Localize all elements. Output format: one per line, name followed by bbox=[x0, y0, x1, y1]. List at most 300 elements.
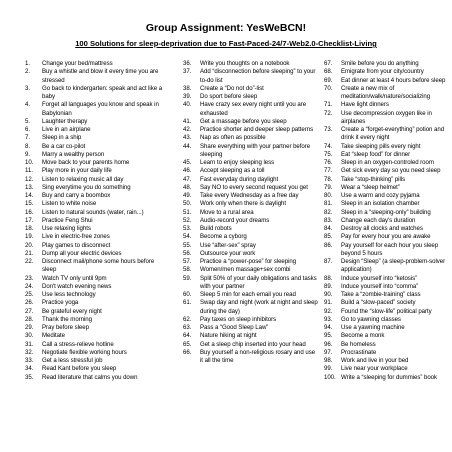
list-item-text: Practice shorter and deeper sleep patterns bbox=[200, 126, 314, 133]
list-item-number: 2. bbox=[25, 68, 30, 76]
list-item-number: 33. bbox=[25, 357, 34, 364]
list-item-number: 10. bbox=[25, 159, 34, 166]
list-item bbox=[183, 250, 318, 258]
list-item-number: 9. bbox=[25, 150, 30, 158]
list-item-text: Get a less stressful job bbox=[42, 357, 103, 364]
list-item-number: 55. bbox=[183, 241, 192, 249]
list-item-number: 4. bbox=[25, 101, 30, 109]
list-item-text: Found the “slow-life” political party bbox=[341, 307, 432, 315]
list-item bbox=[183, 101, 318, 118]
list-item-number: 72. bbox=[324, 109, 333, 117]
list-item-text: Call a stress-relieve hotline bbox=[42, 340, 114, 348]
list-item bbox=[324, 159, 452, 167]
list-item-number: 49. bbox=[183, 192, 192, 199]
list-item-number: 47. bbox=[183, 175, 192, 183]
list-item bbox=[183, 275, 318, 292]
list-item-number: 83. bbox=[324, 216, 333, 224]
list-item bbox=[324, 299, 452, 307]
list-item-text: Pay for every hour you are awake bbox=[341, 233, 431, 241]
list-item-number: 8. bbox=[25, 142, 30, 150]
list-item-number: 57. bbox=[183, 258, 192, 265]
list-item-number: 48. bbox=[183, 183, 192, 191]
list-item-text: Do sport before sleep bbox=[200, 93, 258, 100]
list-item bbox=[324, 324, 452, 332]
list-item-number: 78. bbox=[324, 175, 333, 183]
list-item-text: Play games to disconnect bbox=[42, 241, 111, 249]
list-item-text: Marry a wealthy person bbox=[42, 150, 105, 158]
list-item-text: Destroy all clocks and watches bbox=[341, 225, 423, 232]
list-item-number: 97. bbox=[324, 348, 333, 356]
list-item bbox=[183, 143, 318, 160]
list-item-number: 54. bbox=[183, 233, 192, 241]
list-item-number: 59. bbox=[183, 274, 192, 282]
list-item bbox=[183, 266, 318, 274]
list-item-number: 81. bbox=[324, 200, 333, 208]
list-item-text: Go to yawning classes bbox=[341, 315, 401, 323]
list-item-text: Buy and carry a boombox bbox=[42, 192, 111, 199]
solutions-list bbox=[8, 60, 444, 420]
list-item-text: Take every Wednesday as a free day bbox=[200, 192, 299, 199]
list-item-number: 52. bbox=[183, 216, 192, 224]
list-item-number: 24. bbox=[25, 282, 34, 290]
list-item-number: 80. bbox=[324, 192, 333, 199]
list-item-number: 76. bbox=[324, 159, 333, 166]
list-item-text: Play more in your daily life bbox=[42, 167, 112, 175]
list-item-text: Have light dinners bbox=[341, 101, 389, 109]
list-item bbox=[324, 151, 452, 159]
list-item-text: Sleep in a ship bbox=[42, 134, 82, 142]
list-item-number: 43. bbox=[183, 134, 192, 142]
list-item-text: Use relaxing lights bbox=[42, 225, 91, 232]
list-item-text: Induce yourself into “ketosis” bbox=[341, 274, 418, 282]
list-item-number: 56. bbox=[183, 249, 192, 257]
list-item-text: Share everything with your partner before sleeping bbox=[200, 142, 311, 158]
list-item-text: Become a cyborg bbox=[200, 233, 247, 241]
list-item-text: Don't watch evening news bbox=[42, 282, 112, 290]
list-item bbox=[25, 159, 167, 167]
list-item-text: Work only when there is daylight bbox=[200, 200, 287, 208]
list-item bbox=[324, 349, 452, 357]
list-item-text: Audio-record your dreams bbox=[200, 216, 270, 224]
list-item-text: Write a “sleeping for dummies” book bbox=[341, 373, 438, 381]
list-item-text: Listen to white noise bbox=[42, 200, 97, 208]
list-item-text: Practice yoga bbox=[42, 299, 79, 307]
list-item-text: Move to a rural area bbox=[200, 208, 254, 216]
list-item-number: 30. bbox=[25, 332, 34, 340]
list-item-text: Fast everyday during daylight bbox=[200, 175, 279, 183]
list-item bbox=[324, 85, 452, 102]
list-column-3 bbox=[324, 60, 452, 382]
list-item bbox=[183, 217, 318, 225]
list-item-text: Get a sleep chip inserted into your head bbox=[200, 340, 306, 348]
list-item-number: 41. bbox=[183, 117, 192, 125]
list-item-text: Thank the morning bbox=[42, 315, 92, 323]
list-item-text: Sleep in an oxygen-controled room bbox=[341, 159, 434, 166]
list-item-number: 11. bbox=[25, 167, 33, 175]
list-item-text: Wear a “sleep helmet” bbox=[341, 183, 400, 191]
list-item-number: 37. bbox=[183, 68, 192, 76]
list-item-text: Become a monk bbox=[341, 332, 385, 340]
list-item-number: 62. bbox=[183, 315, 192, 323]
list-item-number: 1. bbox=[25, 60, 30, 67]
list-item-number: 45. bbox=[183, 159, 192, 166]
list-item bbox=[324, 110, 452, 127]
list-item-text: Buy yourself a non-religious rosary and use it all the time bbox=[200, 348, 316, 364]
list-item bbox=[25, 291, 167, 299]
list-item-text: Disconnect mail/phone some hours before sleep bbox=[42, 258, 155, 274]
list-item bbox=[183, 299, 318, 316]
list-item bbox=[183, 167, 318, 175]
list-item bbox=[25, 341, 167, 349]
list-item-number: 100. bbox=[324, 373, 336, 381]
list-item bbox=[25, 143, 167, 151]
list-item-text: Listen to natural sounds (water, rain...) bbox=[42, 208, 144, 216]
list-item-number: 19. bbox=[25, 233, 34, 241]
list-item-number: 5. bbox=[25, 117, 30, 125]
list-column-2 bbox=[183, 60, 318, 365]
list-column-1 bbox=[25, 60, 167, 382]
list-item-number: 7. bbox=[25, 134, 30, 142]
list-item-text: Forget all languages you know and speak in Babylonian bbox=[42, 101, 159, 117]
list-item-number: 92. bbox=[324, 307, 333, 315]
list-item bbox=[324, 341, 452, 349]
list-item bbox=[324, 275, 452, 283]
list-item-text: Use a warm and cozy pyjama bbox=[341, 192, 420, 199]
list-item bbox=[183, 118, 318, 126]
list-item bbox=[183, 200, 318, 208]
list-item bbox=[25, 374, 167, 382]
list-item bbox=[183, 258, 318, 266]
list-item-number: 14. bbox=[25, 192, 34, 199]
list-item-text: Negotiate flexible working hours bbox=[42, 348, 127, 356]
list-item-number: 23. bbox=[25, 274, 34, 282]
list-item-text: Sleep 5 min for each email you read bbox=[200, 291, 296, 298]
list-item bbox=[183, 68, 318, 85]
list-item-text: Read Kant before you sleep bbox=[42, 365, 117, 373]
list-item-text: Take a “zombie-training” class bbox=[341, 291, 421, 298]
list-item-number: 20. bbox=[25, 241, 34, 249]
list-item bbox=[25, 101, 167, 118]
list-item-text: Use a yawning machine bbox=[341, 324, 405, 331]
list-item bbox=[25, 349, 167, 357]
list-item-text: Women/men massage+sex combi bbox=[200, 266, 291, 274]
list-item-text: Buy a whistle and blow it every time you are stressed bbox=[42, 68, 159, 84]
list-item-number: 46. bbox=[183, 167, 192, 175]
list-item-number: 67. bbox=[324, 60, 333, 67]
list-item-text: Emigrate from your city/country bbox=[341, 68, 424, 76]
list-item bbox=[324, 217, 452, 225]
list-item bbox=[324, 374, 452, 382]
list-item-number: 79. bbox=[324, 183, 333, 191]
list-item bbox=[324, 283, 452, 291]
list-item-number: 13. bbox=[25, 183, 34, 191]
list-item bbox=[183, 134, 318, 142]
list-item-number: 38. bbox=[183, 84, 192, 92]
list-item bbox=[183, 159, 318, 167]
list-item-text: Learn to enjoy sleeping less bbox=[200, 159, 275, 166]
list-item bbox=[183, 242, 318, 250]
list-item bbox=[25, 200, 167, 208]
list-item-text: Build a “slow-paced” society bbox=[341, 299, 416, 307]
list-item bbox=[324, 316, 452, 324]
list-item-number: 87. bbox=[324, 258, 333, 265]
list-item bbox=[183, 324, 318, 332]
list-item-number: 84. bbox=[324, 225, 333, 232]
list-item-text: Build robots bbox=[200, 225, 232, 232]
list-item-text: Induce yourself into “comma” bbox=[341, 282, 419, 290]
list-item-number: 27. bbox=[25, 307, 34, 315]
list-item bbox=[183, 60, 318, 68]
list-item bbox=[25, 209, 167, 217]
list-item-number: 21. bbox=[25, 249, 34, 257]
list-item-number: 89. bbox=[324, 282, 333, 290]
list-item bbox=[25, 68, 167, 85]
list-item bbox=[25, 357, 167, 365]
document-subtitle: 100 Solutions for sleep-deprivation due to Fast-Paced-24/7-Web2.0-Checklist-Living bbox=[75, 39, 377, 48]
list-item-number: 82. bbox=[324, 208, 333, 216]
list-item-number: 77. bbox=[324, 167, 333, 175]
list-item bbox=[25, 167, 167, 175]
list-item-number: 73. bbox=[324, 126, 333, 133]
list-item bbox=[25, 283, 167, 291]
list-item bbox=[324, 126, 452, 143]
list-item-number: 99. bbox=[324, 365, 333, 373]
list-item bbox=[324, 258, 452, 275]
list-item-text: Dump all your electric devices bbox=[42, 249, 122, 257]
list-item bbox=[183, 126, 318, 134]
list-item-number: 94. bbox=[324, 324, 333, 331]
document-title: Group Assignment: YesWeBCN! bbox=[145, 22, 307, 34]
list-item bbox=[324, 101, 452, 109]
list-item bbox=[324, 143, 452, 151]
list-item-text: Work and live in your bed bbox=[341, 357, 409, 364]
list-item-number: 60. bbox=[183, 291, 192, 298]
list-item-number: 39. bbox=[183, 93, 192, 100]
list-item-number: 69. bbox=[324, 76, 333, 84]
list-item bbox=[25, 225, 167, 233]
list-item-text: Change each day's duration bbox=[341, 216, 416, 224]
list-item bbox=[324, 233, 452, 241]
list-item bbox=[25, 299, 167, 307]
list-item-number: 98. bbox=[324, 357, 333, 364]
list-item bbox=[183, 192, 318, 200]
list-item-text: Swap day and night (work at night and sleep during the day) bbox=[200, 299, 318, 315]
list-item bbox=[25, 126, 167, 134]
list-item-number: 85. bbox=[324, 233, 333, 241]
list-item-text: Take sleeping pills every night bbox=[341, 142, 421, 150]
list-item bbox=[25, 192, 167, 200]
list-item-number: 25. bbox=[25, 291, 34, 298]
list-item-text: Read literature that calms you down bbox=[42, 373, 138, 381]
list-item-number: 32. bbox=[25, 348, 34, 356]
list-item-text: Accept sleeping as a toll bbox=[200, 167, 265, 175]
list-item-text: Sleep in a “sleeping-only” building bbox=[341, 208, 431, 216]
list-item-text: Live near your workplace bbox=[341, 365, 408, 373]
list-item-number: 51. bbox=[183, 208, 192, 216]
list-item-text: Nap as often as possible bbox=[200, 134, 266, 142]
list-item-text: Live in electric-free zones bbox=[42, 233, 110, 241]
list-item-text: Be a car co-pilot bbox=[42, 142, 86, 150]
list-item-text: Use less technology bbox=[42, 291, 96, 298]
list-item-number: 65. bbox=[183, 340, 192, 348]
list-item-text: Use “after-sex” spray bbox=[200, 241, 256, 249]
list-item-text: Create a new mix of meditation/walk/nature/socializing bbox=[341, 84, 431, 100]
list-item-number: 22. bbox=[25, 258, 34, 265]
list-item bbox=[25, 275, 167, 283]
list-item-text: Listen to relaxing music all day bbox=[42, 175, 124, 183]
list-item-text: Get sick every day so you need sleep bbox=[341, 167, 441, 175]
list-item-number: 31. bbox=[25, 340, 34, 348]
list-item bbox=[324, 77, 452, 85]
list-item-text: Change your bed/mattress bbox=[42, 60, 113, 67]
list-item-number: 42. bbox=[183, 126, 192, 133]
list-item-number: 12. bbox=[25, 175, 34, 183]
list-item-text: Watch TV only until 9pm bbox=[42, 274, 107, 282]
list-item-text: Get a massage before you sleep bbox=[200, 117, 287, 125]
list-item bbox=[25, 324, 167, 332]
list-item-text: Create a “Do not do”-list bbox=[200, 84, 264, 92]
list-item-number: 28. bbox=[25, 315, 34, 323]
list-item-text: Pray before sleep bbox=[42, 324, 89, 331]
list-item-text: Design “Sleep” (a sleep-problem-solver application) bbox=[341, 258, 446, 274]
list-item-number: 91. bbox=[324, 299, 333, 307]
list-item-number: 15. bbox=[25, 200, 34, 208]
list-item bbox=[324, 60, 452, 68]
list-item-text: Outsource your work bbox=[200, 249, 256, 257]
list-item bbox=[324, 308, 452, 316]
list-item bbox=[183, 225, 318, 233]
list-item-number: 61. bbox=[183, 299, 192, 307]
list-item-number: 36. bbox=[183, 60, 192, 67]
list-item bbox=[183, 233, 318, 241]
list-item-text: Eat dinner at least 4 hours before sleep bbox=[341, 76, 446, 84]
list-item bbox=[324, 200, 452, 208]
list-item bbox=[324, 209, 452, 217]
list-item bbox=[324, 332, 452, 340]
list-item-text: Laughter therapy bbox=[42, 117, 88, 125]
list-item-number: 66. bbox=[183, 348, 192, 356]
list-item bbox=[183, 349, 318, 366]
list-item bbox=[183, 184, 318, 192]
list-item bbox=[25, 308, 167, 316]
list-item-number: 18. bbox=[25, 225, 34, 232]
list-item-number: 44. bbox=[183, 142, 192, 150]
list-item-text: Practice Feng Shui bbox=[42, 216, 93, 224]
list-item bbox=[183, 316, 318, 324]
list-item-number: 93. bbox=[324, 315, 333, 323]
list-item bbox=[25, 217, 167, 225]
list-item-text: Nature hiking at night bbox=[200, 332, 257, 340]
list-item bbox=[183, 85, 318, 93]
list-item-text: Go back to kindergarten: speak and act like a baby bbox=[42, 84, 163, 100]
list-item-number: 88. bbox=[324, 274, 333, 282]
list-item-number: 53. bbox=[183, 225, 192, 232]
list-item-number: 40. bbox=[183, 101, 192, 109]
list-item-text: Procrastinate bbox=[341, 348, 377, 356]
list-item bbox=[324, 184, 452, 192]
list-item bbox=[183, 93, 318, 101]
list-item-number: 71. bbox=[324, 101, 333, 109]
list-item-number: 34. bbox=[25, 365, 34, 373]
list-item-text: Create a “forget-everything” potion and drink it every night bbox=[341, 126, 445, 142]
list-item-text: Sing everytime you do something bbox=[42, 183, 131, 191]
list-item-text: Pass a “Good Sleep Law” bbox=[200, 324, 269, 331]
list-item-number: 90. bbox=[324, 291, 333, 298]
list-item bbox=[25, 242, 167, 250]
list-item bbox=[324, 291, 452, 299]
list-item-text: Be grateful every night bbox=[42, 307, 102, 315]
list-item-number: 96. bbox=[324, 340, 333, 348]
list-item-number: 74. bbox=[324, 142, 333, 150]
list-item-number: 58. bbox=[183, 266, 192, 274]
list-item-text: Write you thoughts on a notebook bbox=[200, 60, 290, 67]
list-item-number: 50. bbox=[183, 200, 192, 208]
list-item-text: Smile before you do anything bbox=[341, 60, 419, 67]
list-item bbox=[324, 167, 452, 175]
list-item-text: Meditate bbox=[42, 332, 65, 340]
list-item-text: Practice a “power-pose” for sleeping bbox=[200, 258, 297, 265]
list-item bbox=[324, 68, 452, 76]
list-item bbox=[324, 357, 452, 365]
list-item bbox=[183, 176, 318, 184]
list-item-number: 17. bbox=[25, 216, 34, 224]
list-item bbox=[25, 332, 167, 340]
list-item-number: 63. bbox=[183, 324, 192, 331]
list-item bbox=[183, 291, 318, 299]
list-item bbox=[25, 85, 167, 102]
list-item-text: Say NO to every second request you get bbox=[200, 183, 308, 191]
list-item-number: 64. bbox=[183, 332, 192, 340]
list-item bbox=[25, 151, 167, 159]
list-item bbox=[183, 332, 318, 340]
list-item-text: Add “disconnection before sleeping” to your to-do list bbox=[200, 68, 316, 84]
list-item-text: Move back to your parents home bbox=[42, 159, 130, 166]
list-item-text: Sleep in an isolation chamber bbox=[341, 200, 420, 208]
list-item bbox=[25, 118, 167, 126]
list-item bbox=[183, 209, 318, 217]
list-item bbox=[25, 233, 167, 241]
list-item-number: 95. bbox=[324, 332, 333, 340]
list-item bbox=[25, 258, 167, 275]
list-item-text: Pay taxes on sleep inhibitors bbox=[200, 315, 277, 323]
list-item-text: Pay yourself for each hour you sleep beyond 5 hours bbox=[341, 241, 439, 257]
list-item-number: 68. bbox=[324, 68, 333, 76]
list-item-number: 29. bbox=[25, 324, 34, 331]
list-item bbox=[324, 176, 452, 184]
list-item bbox=[25, 250, 167, 258]
list-item bbox=[25, 134, 167, 142]
list-item bbox=[324, 365, 452, 373]
list-item bbox=[25, 176, 167, 184]
list-item-text: Live in an airplane bbox=[42, 126, 91, 133]
list-item-number: 70. bbox=[324, 84, 333, 92]
list-item-number: 75. bbox=[324, 150, 333, 158]
list-item-text: Be homeless bbox=[341, 340, 376, 348]
list-item bbox=[25, 316, 167, 324]
list-item-text: Eat “sleep food” for dinner bbox=[341, 150, 411, 158]
list-item-text: Use decompression oxygen like in airplanes bbox=[341, 109, 432, 125]
list-item bbox=[25, 365, 167, 373]
list-item-number: 26. bbox=[25, 299, 34, 307]
list-item-number: 35. bbox=[25, 373, 34, 381]
list-item bbox=[183, 341, 318, 349]
list-item-number: 16. bbox=[25, 208, 34, 216]
list-item bbox=[324, 192, 452, 200]
list-item bbox=[324, 242, 452, 259]
list-item-text: Take “stop-thinking” pills bbox=[341, 175, 406, 183]
list-item-number: 6. bbox=[25, 126, 30, 133]
list-item-number: 3. bbox=[25, 84, 30, 92]
